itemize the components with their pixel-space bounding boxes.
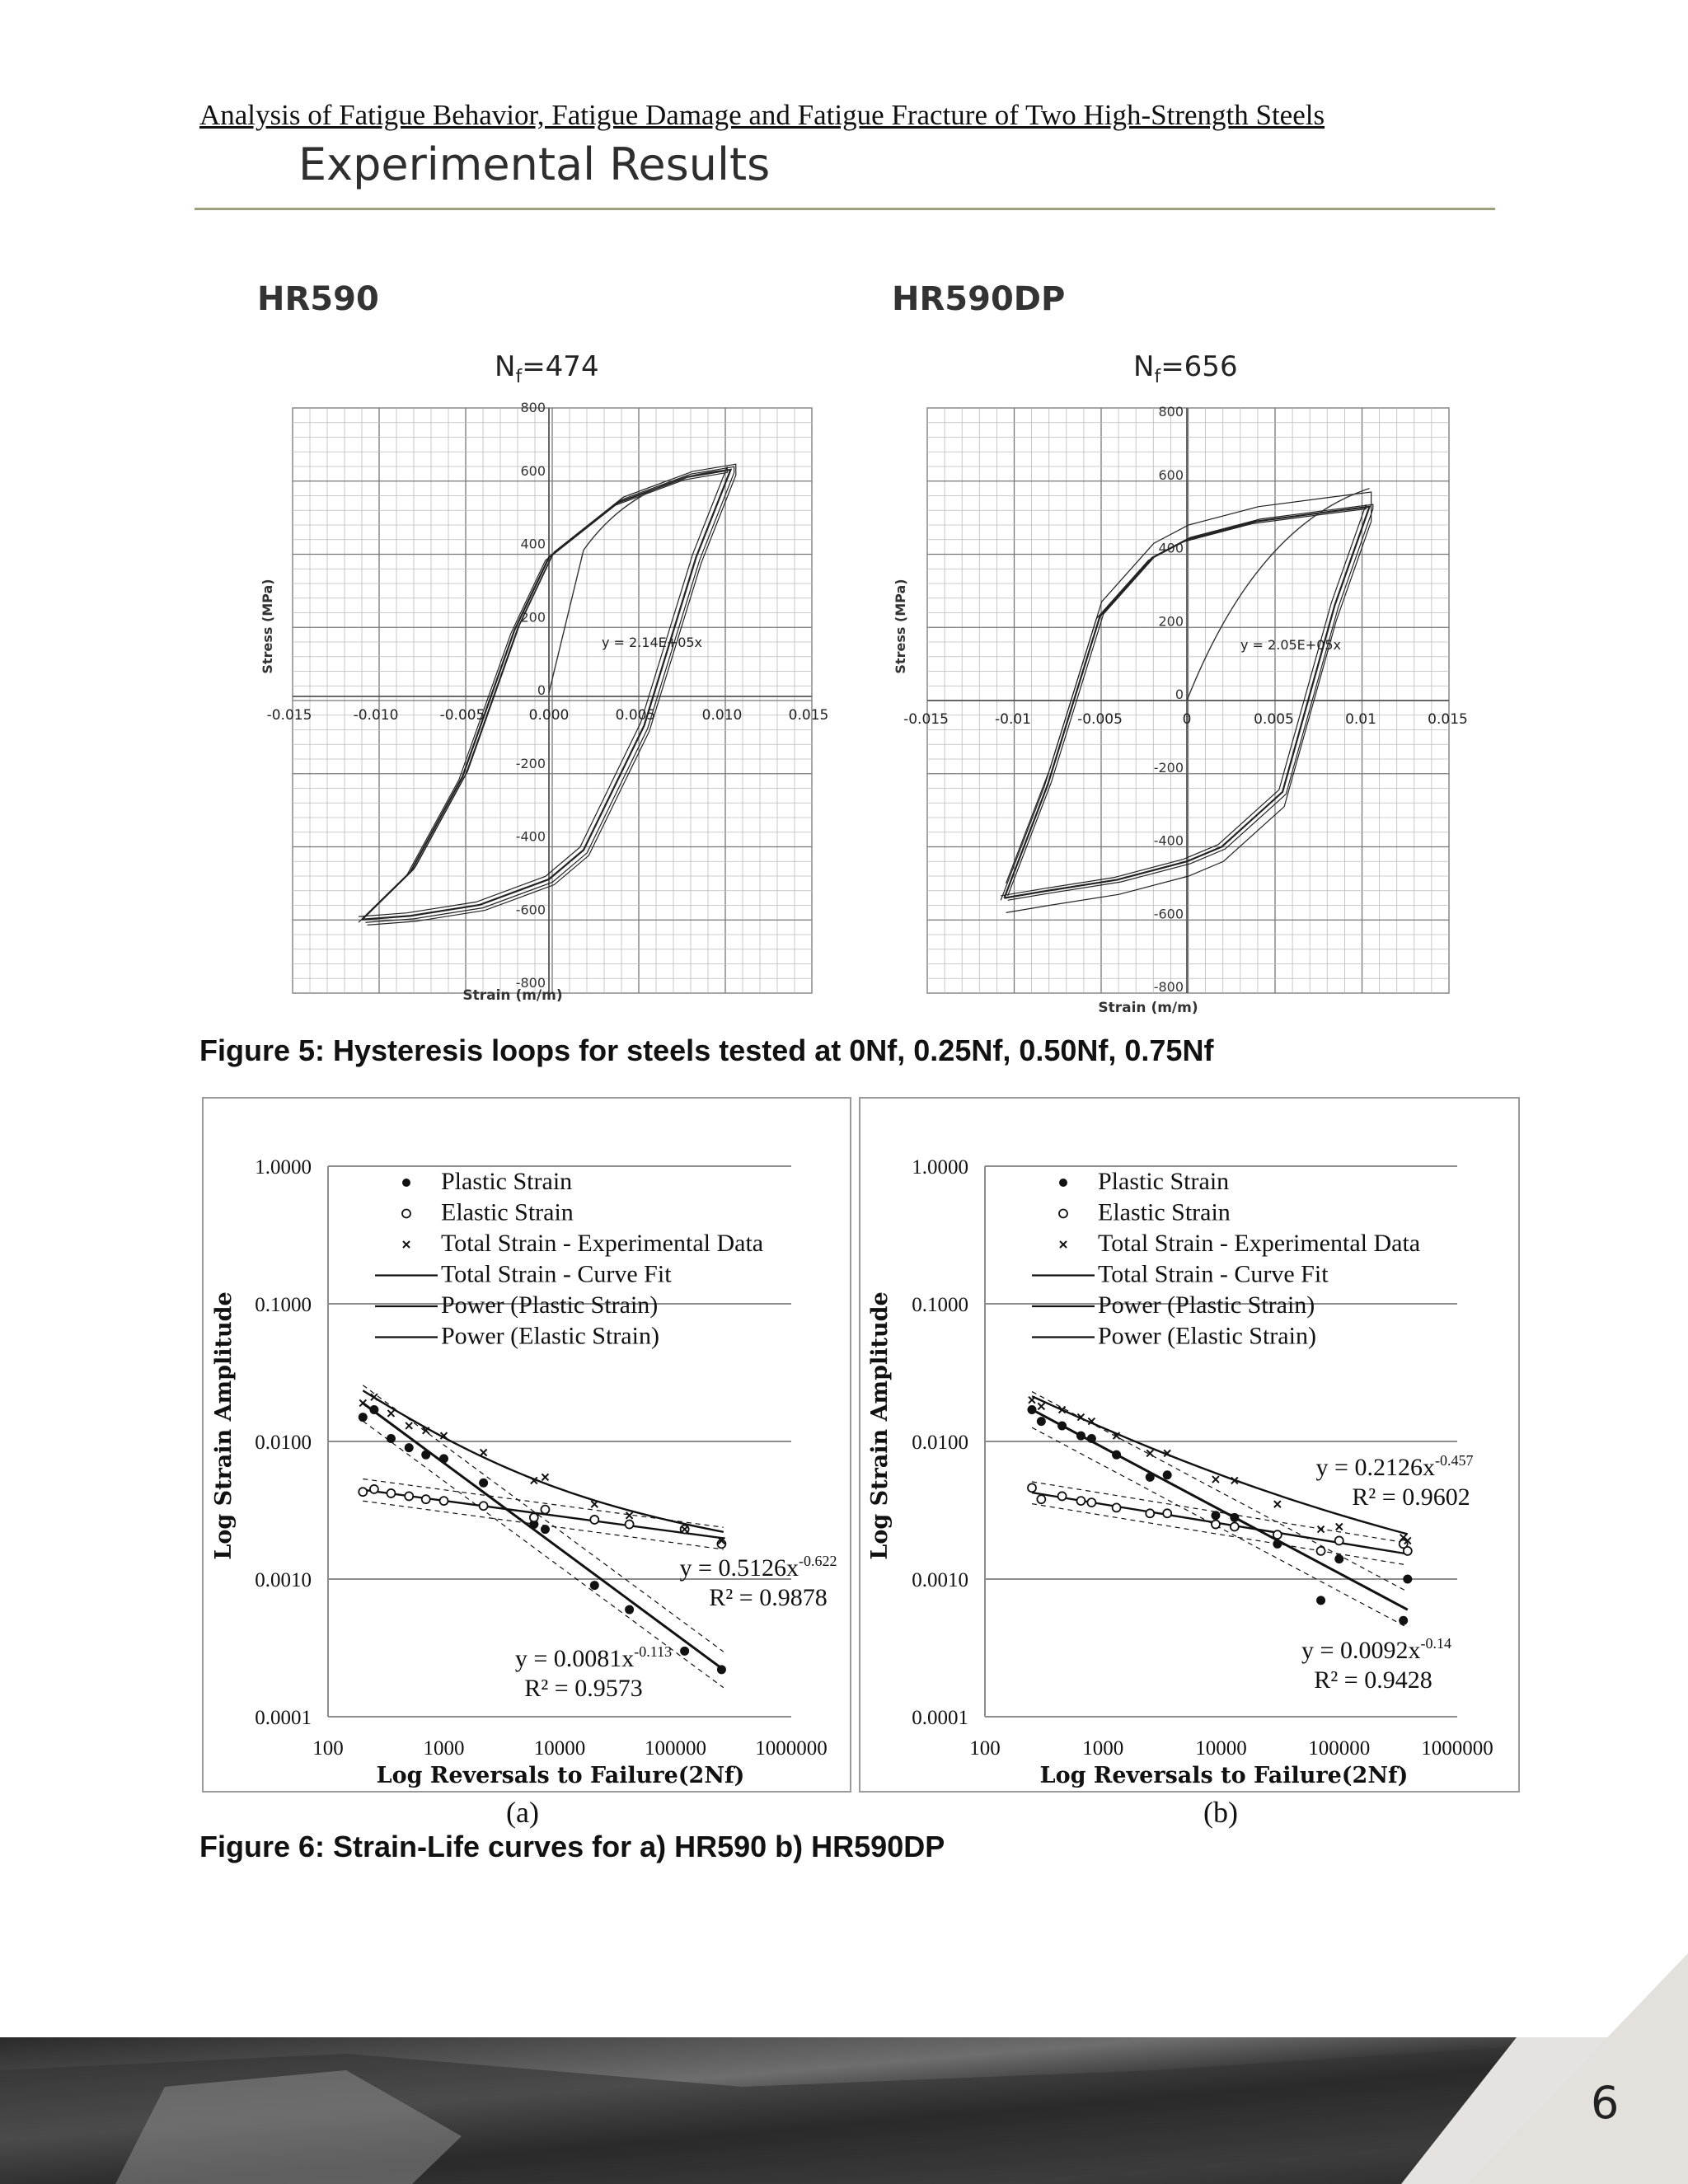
plastic-strain-point [680, 1647, 689, 1656]
y-tick-label: -800 [515, 975, 546, 991]
plastic-strain-point [1028, 1405, 1037, 1414]
elastic-strain-point [1163, 1509, 1171, 1517]
x-tick-label: -0.010 [353, 707, 399, 724]
elastic-strain-point [541, 1506, 549, 1514]
plastic-strain-point [1037, 1417, 1046, 1426]
y-tick-label: -200 [1153, 759, 1184, 776]
x-tick-label: 100000 [1308, 1737, 1371, 1760]
panel-material-title: HR590 [257, 280, 379, 318]
legend-label: Power (Plastic Strain) [441, 1291, 659, 1319]
legend-label: Plastic Strain [1098, 1168, 1230, 1195]
legend-label: Plastic Strain [441, 1168, 573, 1195]
elastic-strain-point [405, 1492, 413, 1500]
legend-label: Elastic Strain [441, 1198, 574, 1226]
plastic-strain-point [1112, 1451, 1121, 1460]
x-tick-label: 0.015 [788, 707, 829, 724]
legend-label: Power (Elastic Strain) [1098, 1322, 1316, 1350]
elastic-strain-point [480, 1502, 488, 1510]
x-tick-label: 100 [969, 1737, 1001, 1760]
plastic-strain-point [541, 1525, 550, 1534]
plastic-strain-point [1316, 1596, 1325, 1605]
x-tick-label: 0.01 [1345, 711, 1376, 728]
plastic-strain-point [405, 1443, 414, 1452]
figure6-panel-a [203, 1098, 851, 1792]
y-tick-label: -600 [1153, 906, 1184, 922]
elastic-strain-point [1058, 1492, 1067, 1500]
elastic-fit-r2: R² = 0.9428 [1314, 1666, 1432, 1694]
y-tick-label: -400 [1153, 832, 1184, 849]
plastic-strain-point [717, 1665, 726, 1674]
fatigue-life-label: $N_f=656$ [1133, 350, 1238, 387]
legend-marker [402, 1179, 410, 1187]
x-tick-label: 10000 [533, 1737, 586, 1760]
plastic-strain-point [1087, 1434, 1096, 1443]
elastic-strain-point [530, 1513, 538, 1521]
x-tick-label: 0.005 [615, 707, 656, 724]
y-tick-label: 0.0001 [255, 1707, 312, 1729]
y-tick-label: 0.0010 [255, 1569, 312, 1591]
elastic-strain-point [1113, 1503, 1121, 1511]
plastic-strain-point [1334, 1554, 1343, 1563]
elastic-strain-point [1317, 1547, 1325, 1555]
elastic-fit-r2: R² = 0.9573 [524, 1675, 643, 1702]
plastic-strain-point [1057, 1421, 1067, 1430]
x-tick-label: 0.005 [1254, 711, 1294, 728]
x-tick-label: -0.015 [903, 711, 949, 728]
x-axis-label: Log Reversals to Failure(2Nf) [1039, 1763, 1409, 1788]
plastic-strain-point [1399, 1616, 1408, 1625]
x-tick-label: 100 [312, 1737, 344, 1760]
elastic-strain-point [1273, 1530, 1282, 1539]
plastic-strain-point [479, 1479, 488, 1488]
plastic-strain-point [1230, 1513, 1239, 1522]
y-tick-label: 800 [1158, 404, 1184, 419]
panel-b-label: (b) [1203, 1796, 1238, 1829]
figure6-panel-b [860, 1098, 1519, 1792]
page-number: 6 [1591, 2077, 1620, 2129]
plastic-fit-equation: $y = 0.5126x^{-0.622}$ [679, 1553, 837, 1582]
elastic-fit-equation: $y = 0.0081x^{-0.113}$ [514, 1643, 673, 1672]
x-tick-label: -0.015 [266, 707, 312, 724]
x-axis-label: Log Reversals to Failure(2Nf) [376, 1763, 745, 1788]
y-axis-label: Log Strain Amplitude [867, 1291, 893, 1560]
y-tick-label: -800 [1153, 979, 1184, 995]
x-axis-label: Strain (m/m) [462, 987, 563, 1004]
plastic-strain-point [1211, 1511, 1220, 1520]
figure5-caption: Figure 5: Hysteresis loops for steels tested at 0Nf, 0.25Nf, 0.50Nf, 0.75Nf [199, 1033, 1214, 1067]
plastic-strain-point [359, 1413, 368, 1422]
plastic-strain-point [1076, 1432, 1085, 1441]
x-tick-label: 0.010 [701, 707, 743, 724]
x-tick-label: 0.015 [1428, 711, 1468, 728]
section-title: Experimental Results [298, 138, 771, 190]
y-tick-label: 800 [520, 400, 546, 415]
legend-marker [1059, 1210, 1067, 1218]
y-tick-label: 0 [1175, 687, 1184, 702]
elastic-strain-point [1231, 1523, 1239, 1531]
plastic-strain-point [439, 1454, 448, 1463]
elastic-fit-equation: $y = 0.0092x^{-0.14}$ [1301, 1635, 1451, 1664]
elastic-fit-equation: y = 2.05E+05x [1240, 637, 1342, 653]
y-tick-label: 0.0001 [912, 1707, 968, 1729]
y-tick-label: 1.0000 [255, 1156, 312, 1179]
x-tick-label: 0.000 [528, 707, 570, 724]
elastic-strain-point [626, 1521, 634, 1529]
x-tick-label: -0.005 [439, 707, 485, 724]
plastic-strain-point [1163, 1470, 1172, 1479]
y-tick-label: 0.0100 [912, 1432, 968, 1454]
plastic-fit-r2: R² = 0.9602 [1352, 1483, 1470, 1511]
fatigue-life-label: $N_f=474$ [495, 350, 599, 387]
y-tick-label: 0.1000 [912, 1294, 968, 1316]
y-tick-label: 0.0010 [912, 1569, 968, 1591]
corner-accent [1467, 1953, 1688, 2184]
plastic-strain-point [590, 1581, 599, 1590]
x-tick-label: -0.01 [995, 711, 1031, 728]
y-axis-label: Stress (MPa) [260, 579, 275, 674]
elastic-strain-point [359, 1488, 367, 1496]
elastic-strain-point [590, 1516, 598, 1524]
y-tick-label: 0 [537, 682, 546, 698]
y-axis-label: Stress (MPa) [893, 579, 908, 674]
y-tick-label: -400 [515, 828, 546, 845]
plastic-strain-point [1273, 1540, 1282, 1549]
y-tick-label: 400 [520, 536, 546, 552]
y-tick-label: 0.1000 [255, 1294, 312, 1316]
x-tick-label: 1000 [423, 1737, 465, 1760]
x-tick-label: 10000 [1195, 1737, 1247, 1760]
x-tick-label: 100000 [645, 1737, 706, 1760]
plastic-strain-point [387, 1434, 396, 1443]
y-tick-label: 200 [1158, 613, 1184, 630]
legend-label: Power (Elastic Strain) [441, 1322, 659, 1350]
elastic-strain-point [1146, 1509, 1154, 1517]
running-title: Analysis of Fatigue Behavior, Fatigue Damage and Fatigue Fracture of Two High-Strength Steels [199, 99, 1325, 131]
plastic-fit-r2: R² = 0.9878 [709, 1584, 828, 1611]
x-tick-label: 0 [1182, 711, 1192, 728]
legend-label: Total Strain - Curve Fit [441, 1260, 672, 1288]
x-axis-label: Strain (m/m) [1098, 1000, 1198, 1016]
legend-marker [1059, 1179, 1067, 1187]
figure6-caption: Figure 6: Strain-Life curves for a) HR590 b) HR590DP [199, 1830, 945, 1863]
y-tick-label: -200 [515, 755, 546, 771]
plastic-strain-point [625, 1605, 634, 1615]
elastic-strain-point [1212, 1521, 1220, 1529]
y-tick-label: 400 [1158, 540, 1184, 556]
y-axis-label: Log Strain Amplitude [211, 1291, 237, 1560]
panel-material-title: HR590DP [892, 280, 1066, 318]
elastic-fit-equation: y = 2.14E+05x [602, 635, 703, 650]
elastic-strain-point [387, 1489, 395, 1497]
plastic-strain-point [1403, 1575, 1412, 1584]
y-tick-label: 1.0000 [912, 1156, 968, 1179]
y-tick-label: 600 [1158, 466, 1184, 483]
footer-fracture-photo [0, 2037, 1688, 2184]
legend-marker [402, 1210, 410, 1218]
y-tick-label: 200 [520, 609, 546, 626]
legend-label: Total Strain - Curve Fit [1098, 1260, 1329, 1288]
plastic-strain-point [421, 1451, 430, 1460]
plastic-fit-equation: $y = 0.2126x^{-0.457}$ [1315, 1452, 1474, 1481]
elastic-strain-point [1087, 1498, 1095, 1507]
elastic-strain-point [1076, 1497, 1085, 1505]
legend-label: Total Strain - Experimental Data [1098, 1230, 1421, 1257]
elastic-strain-point [422, 1495, 430, 1503]
x-tick-label: 1000000 [1421, 1737, 1493, 1760]
y-tick-label: -600 [515, 902, 546, 918]
legend-label: Elastic Strain [1098, 1198, 1231, 1226]
y-tick-label: 0.0100 [255, 1432, 312, 1454]
elastic-strain-point [1028, 1483, 1036, 1492]
legend-label: Total Strain - Experimental Data [441, 1230, 764, 1257]
elastic-strain-point [1335, 1536, 1343, 1544]
elastic-strain-point [440, 1497, 448, 1505]
panel-a-label: (a) [506, 1796, 539, 1829]
plastic-strain-point [1146, 1473, 1155, 1482]
x-tick-label: 1000000 [755, 1737, 828, 1760]
elastic-strain-point [370, 1485, 378, 1493]
elastic-strain-point [1404, 1547, 1412, 1555]
y-tick-label: 600 [520, 462, 546, 479]
x-tick-label: -0.005 [1077, 711, 1123, 728]
legend-label: Power (Plastic Strain) [1098, 1291, 1315, 1319]
plastic-strain-point [369, 1405, 378, 1414]
elastic-strain-point [1037, 1495, 1045, 1503]
x-tick-label: 1000 [1082, 1737, 1124, 1760]
